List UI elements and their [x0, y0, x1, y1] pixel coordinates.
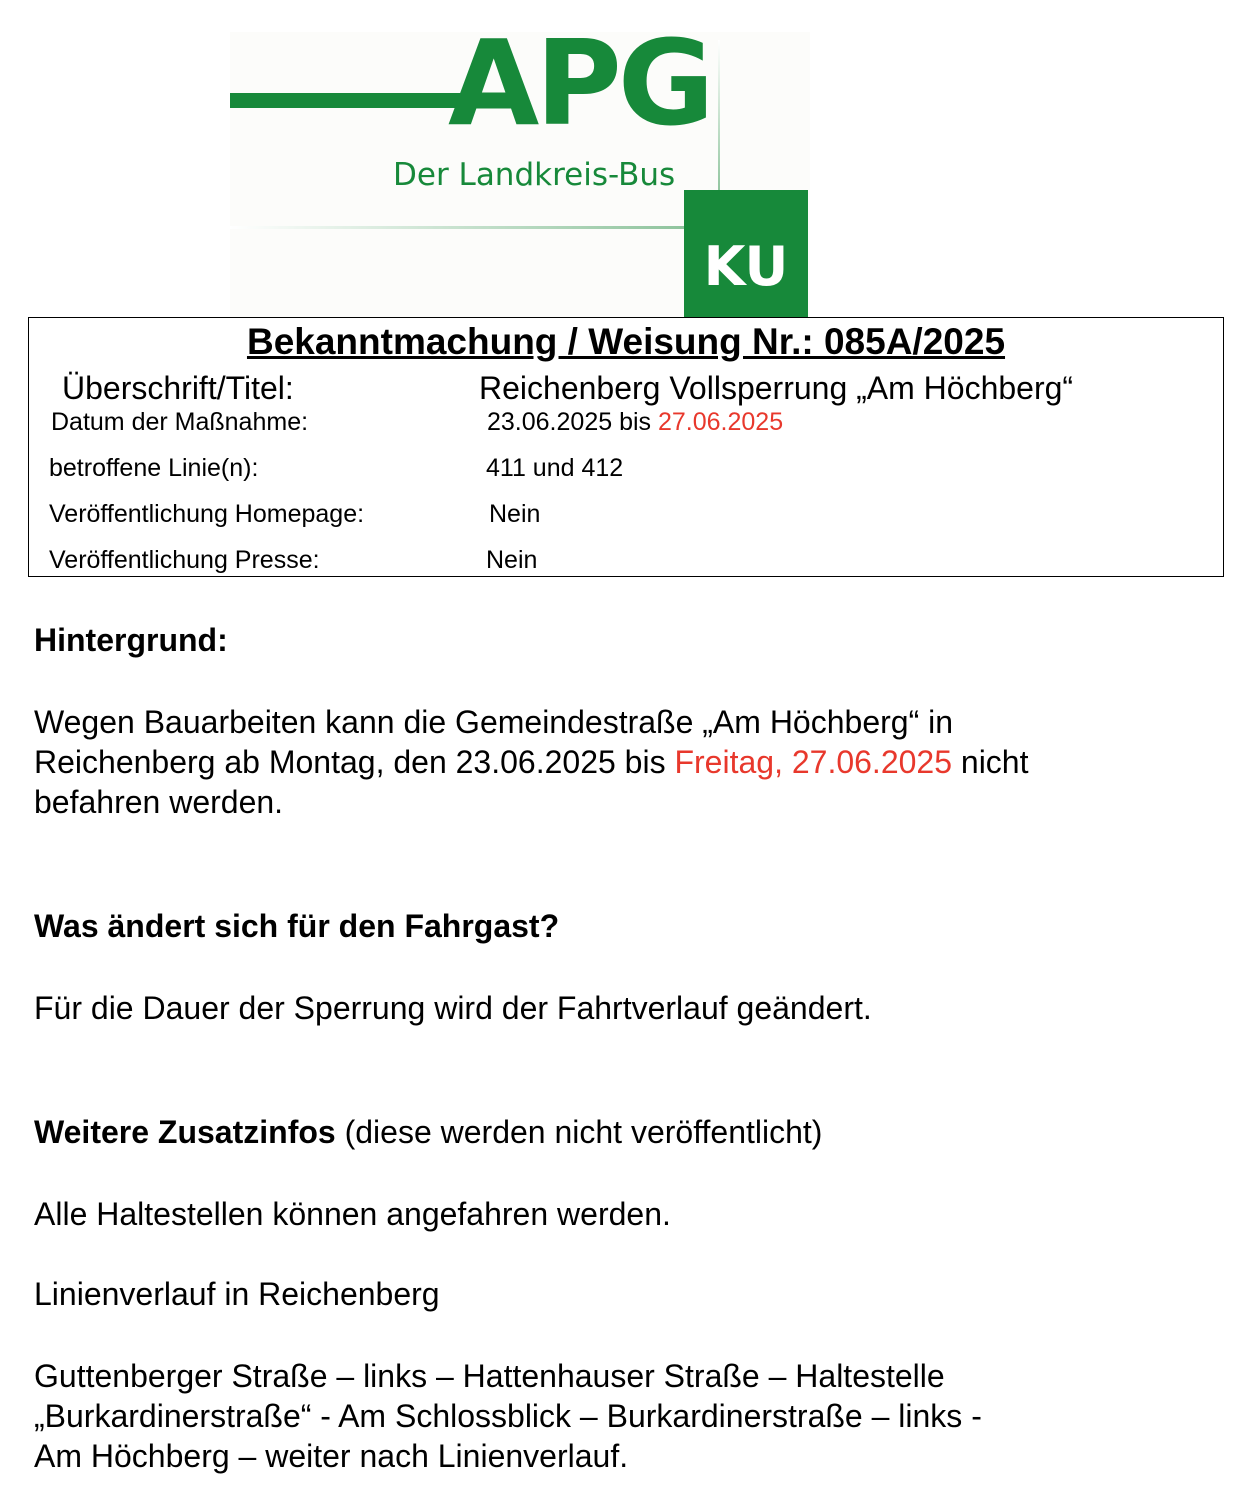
announcement-header-box — [28, 317, 1224, 577]
background-line-3: befahren werden. — [34, 784, 284, 820]
route-line-1: Guttenberger Straße – links – Hattenhauser Straße – Haltestelle — [34, 1358, 945, 1394]
background-line-2 — [34, 742, 1028, 782]
logo-brand: APG — [448, 14, 711, 152]
logo-ku-badge: KU — [684, 190, 808, 318]
logo-green-bar — [230, 93, 478, 108]
background-heading: Hintergrund: — [34, 622, 228, 658]
logo-horizontal-line — [230, 226, 685, 229]
headline-value: Reichenberg Vollsperrung „Am Höchberg“ — [479, 370, 1074, 406]
logo-tagline: Der Landkreis-Bus — [393, 157, 676, 193]
homepage-value: Nein — [489, 500, 541, 528]
background-line-1: Wegen Bauarbeiten kann die Gemeindestraße „Am Höchberg“ in — [34, 704, 954, 740]
extra-heading-bold: Weitere Zusatzinfos — [34, 1114, 336, 1150]
homepage-label: Veröffentlichung Homepage: — [49, 500, 365, 528]
route-description — [34, 1356, 982, 1476]
changes-heading: Was ändert sich für den Fahrgast? — [34, 908, 560, 944]
logo-vertical-line — [718, 40, 720, 195]
extra-heading-rest: (diese werden nicht veröffentlicht) — [335, 1114, 823, 1150]
date-label: Datum der Maßnahme: — [51, 408, 309, 436]
press-label: Veröffentlichung Presse: — [49, 546, 320, 574]
lines-label: betroffene Linie(n): — [49, 454, 259, 482]
date-end: 27.06.2025 — [657, 408, 784, 436]
headline-label: Überschrift/Titel: — [62, 370, 294, 406]
lines-value: 411 und 412 — [486, 454, 624, 482]
apg-logo — [230, 14, 810, 318]
press-value: Nein — [486, 546, 538, 574]
background-line-2-start: Reichenberg ab Montag, den 23.06.2025 bis — [34, 744, 675, 780]
date-start: 23.06.2025 bis — [487, 408, 658, 436]
background-end-date: Freitag, 27.06.2025 — [674, 744, 952, 780]
changes-text: Für die Dauer der Sperrung wird der Fahrtverlauf geändert. — [34, 990, 872, 1026]
date-value — [487, 408, 783, 437]
extra-heading — [34, 1112, 822, 1152]
route-heading: Linienverlauf in Reichenberg — [34, 1276, 440, 1312]
route-line-3: Am Höchberg – weiter nach Linienverlauf. — [34, 1438, 629, 1474]
background-paragraph — [34, 702, 1028, 822]
announcement-title: Bekanntmachung / Weisung Nr.: 085A/2025 — [246, 321, 1006, 362]
route-line-2: „Burkardinerstraße“ - Am Schlossblick – Burkardinerstraße – links - — [34, 1398, 982, 1434]
background-line-2-end: nicht — [952, 744, 1029, 780]
stops-text: Alle Haltestellen können angefahren werden. — [34, 1196, 671, 1232]
